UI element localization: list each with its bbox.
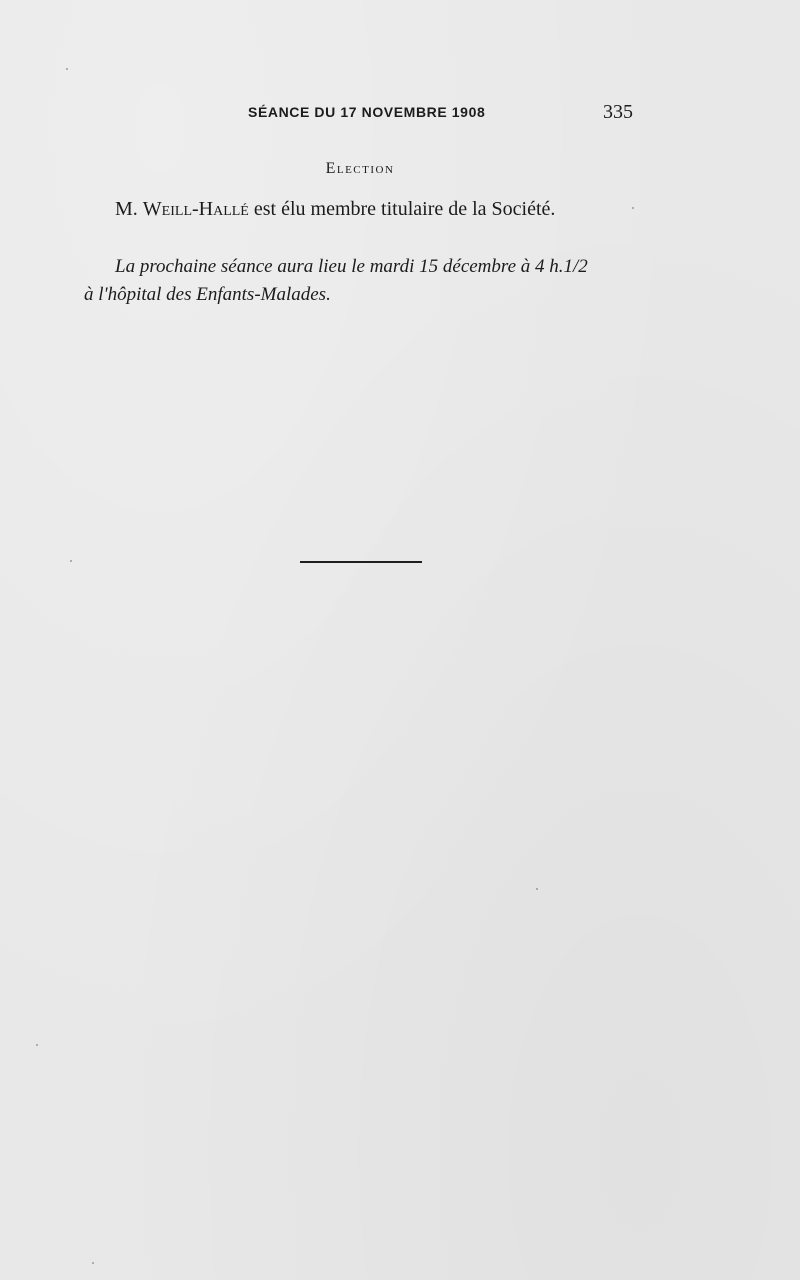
section-heading: Election [325,160,395,177]
announcement-line-2: à l'hôpital des Enfants-Malades. [84,284,331,305]
paper-speck [66,68,68,70]
paper-speck [536,888,538,890]
announcement-line-1: La prochaine séance aura lieu le mardi 15 décembre à 4 h.1/2 [115,256,588,277]
paper-speck [70,560,72,562]
next-session-announcement [84,253,654,309]
running-header: SÉANCE DU 17 NOVEMBRE 1908 [248,104,486,120]
page-number: 335 [603,101,633,123]
paper-speck [36,1044,38,1046]
election-prefix: M. [115,198,143,220]
end-of-text-rule [300,561,422,563]
paper-speck [92,1262,94,1264]
election-statement [115,198,555,221]
election-statement-text: est élu membre titulaire de la Société. [248,198,556,220]
paper-speck [632,207,634,209]
member-name: Weill-Hallé [142,198,249,220]
